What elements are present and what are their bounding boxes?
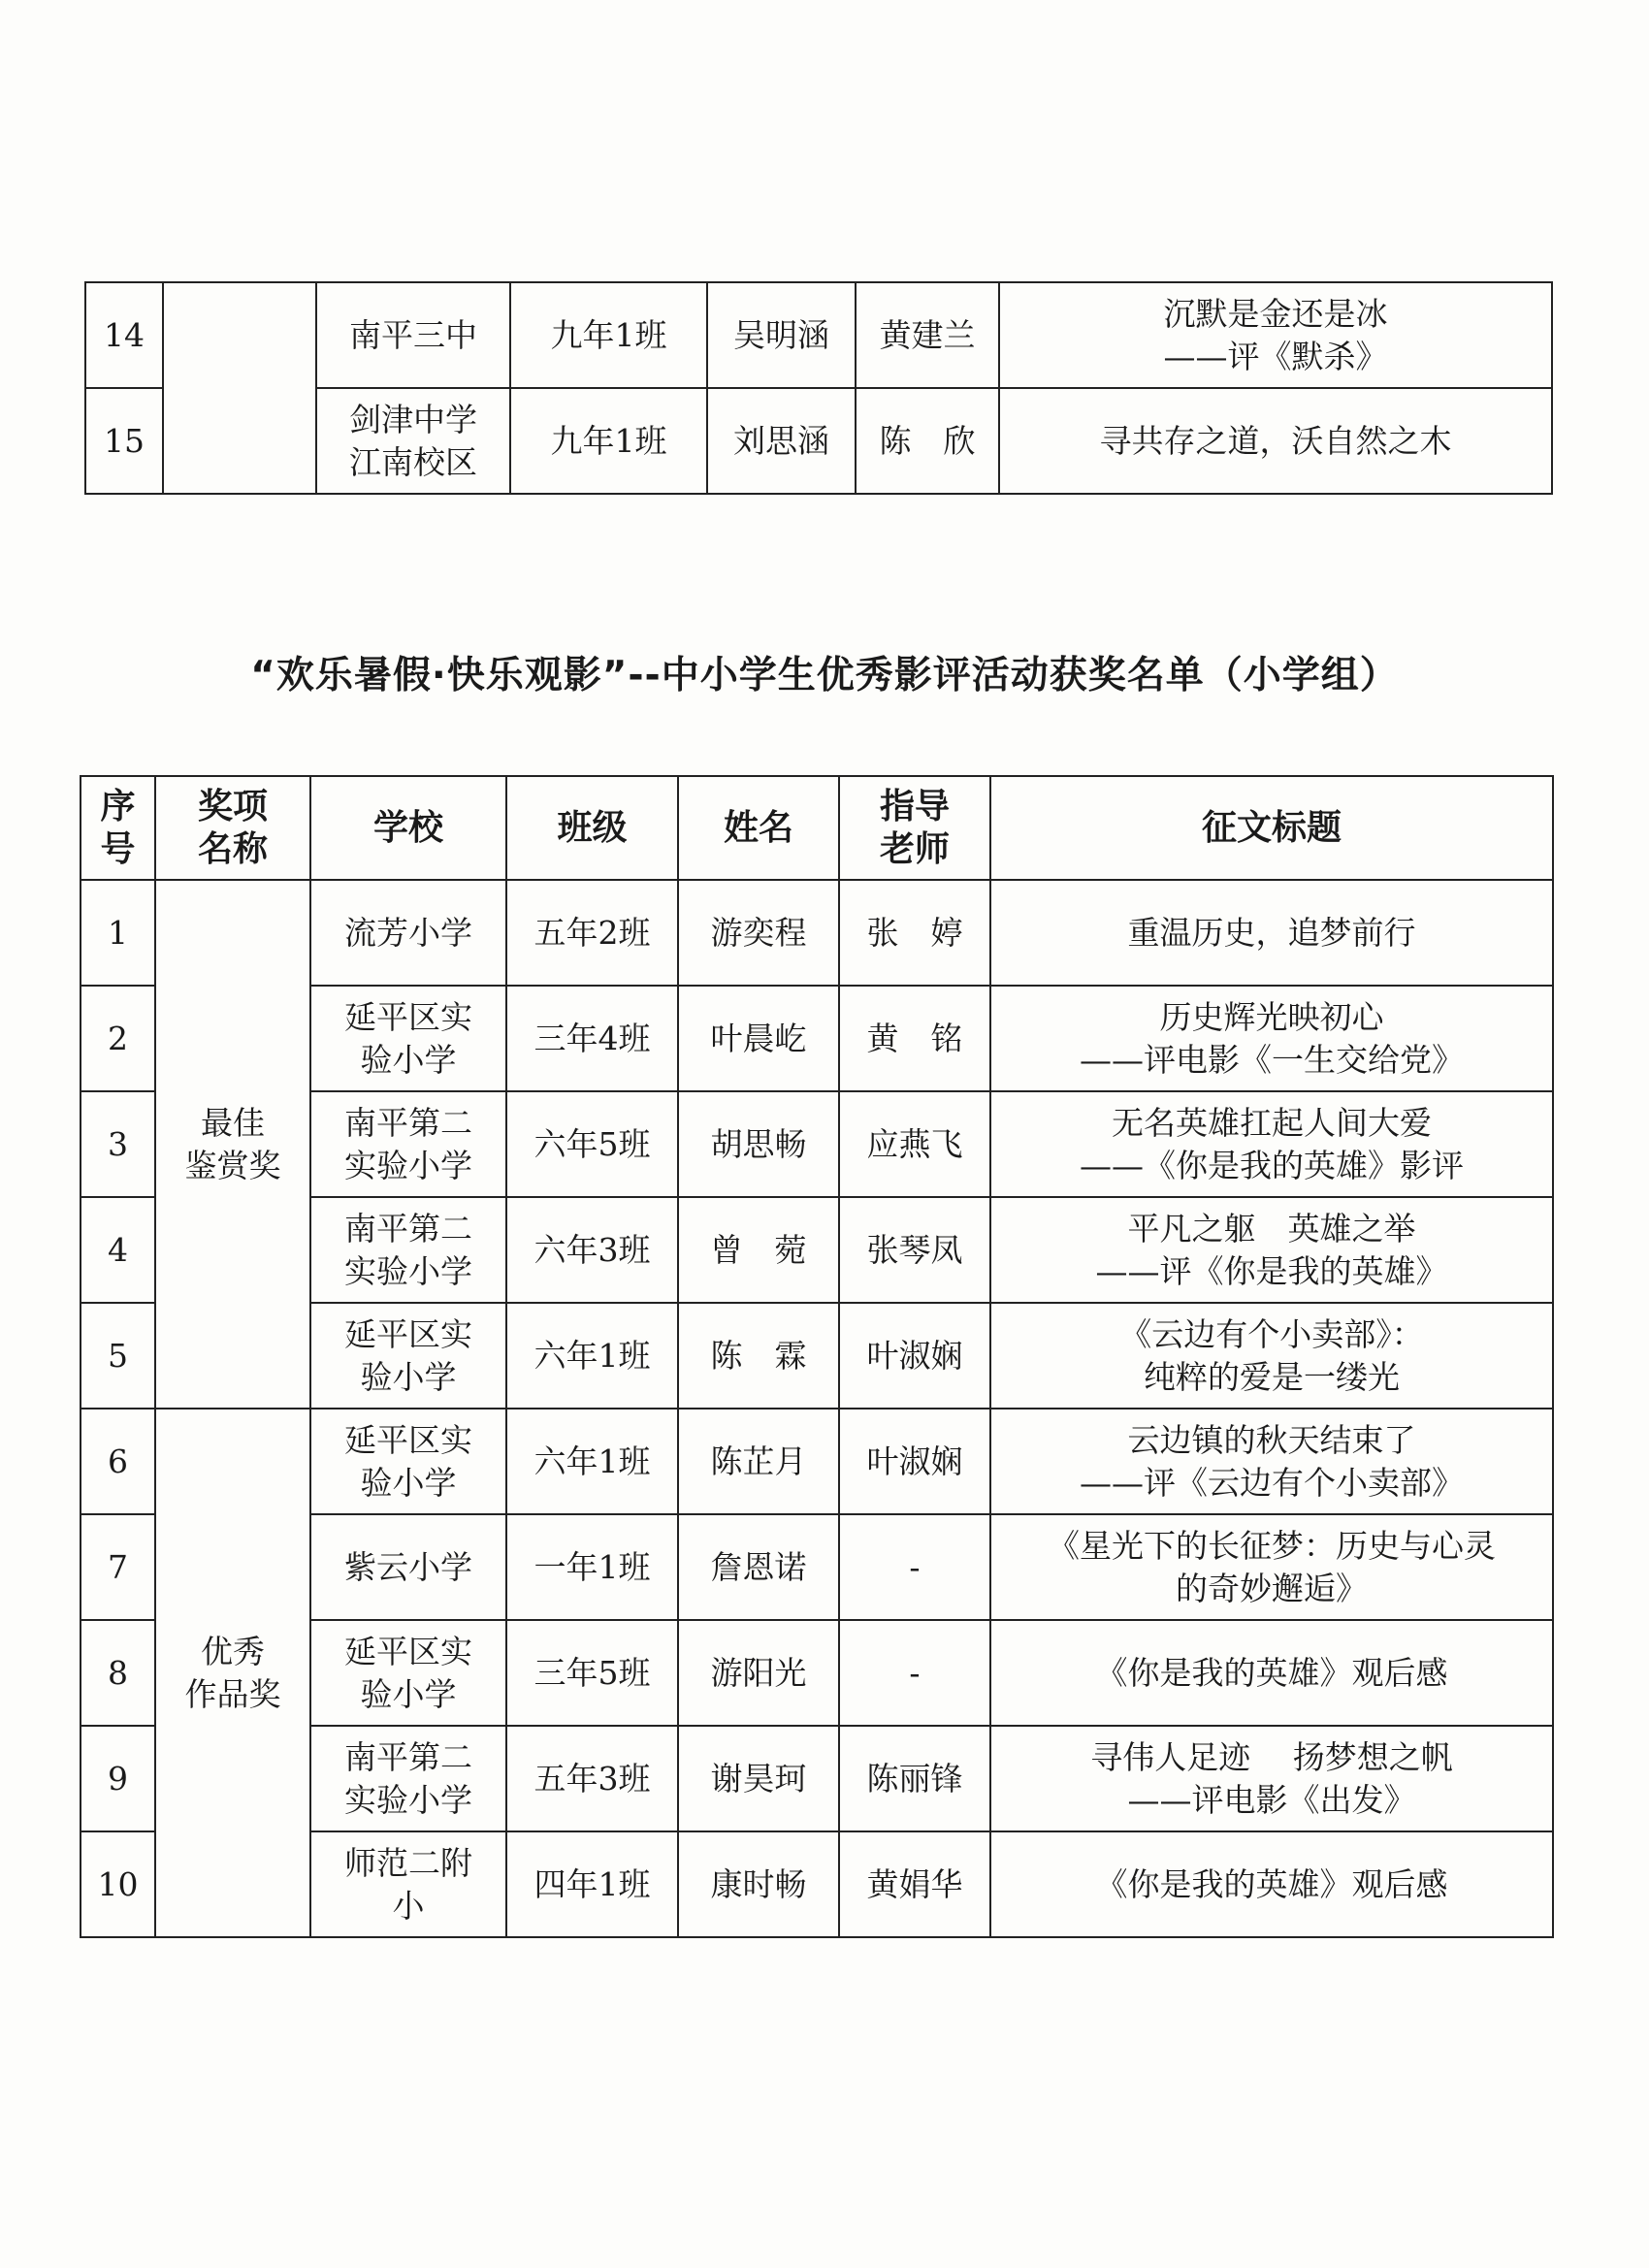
essay-title-cell: 重温历史，追梦前行: [990, 880, 1553, 986]
essay-title-cell: 《星光下的长征梦：历史与心灵 的奇妙邂逅》: [990, 1514, 1553, 1620]
school-cell: 剑津中学 江南校区: [316, 388, 510, 494]
student-name-cell: 叶晨屹: [678, 986, 839, 1091]
student-name-cell: 詹恩诺: [678, 1514, 839, 1620]
school-cell: 南平三中: [316, 282, 510, 388]
header-school: 学校: [310, 776, 506, 880]
row-number: 14: [85, 282, 163, 388]
table-row: [81, 1409, 1553, 1514]
essay-title-cell: 沉默是金还是冰 ——评《默杀》: [999, 282, 1552, 388]
continued-table: [84, 281, 1553, 495]
row-number: 10: [81, 1831, 155, 1937]
class-cell: 六年3班: [506, 1197, 678, 1303]
essay-title-cell: 寻伟人足迹 扬梦想之帆 ——评电影《出发》: [990, 1726, 1553, 1831]
class-cell: 一年1班: [506, 1514, 678, 1620]
award-category-cell: 最佳 鉴赏奖: [155, 880, 310, 1409]
student-name-cell: 吴明涵: [707, 282, 856, 388]
award-table: [80, 775, 1554, 1938]
essay-title-cell: 《你是我的英雄》观后感: [990, 1620, 1553, 1726]
school-cell: 延平区实 验小学: [310, 1620, 506, 1726]
teacher-cell: 张琴凤: [839, 1197, 990, 1303]
row-number: 1: [81, 880, 155, 986]
student-name-cell: 谢昊珂: [678, 1726, 839, 1831]
header-award: 奖项 名称: [155, 776, 310, 880]
student-name-cell: 陈 霖: [678, 1303, 839, 1409]
school-cell: 南平第二 实验小学: [310, 1197, 506, 1303]
header-number: 序 号: [81, 776, 155, 880]
row-number: 7: [81, 1514, 155, 1620]
row-number: 4: [81, 1197, 155, 1303]
student-name-cell: 康时畅: [678, 1831, 839, 1937]
school-cell: 延平区实 验小学: [310, 1303, 506, 1409]
class-cell: 六年1班: [506, 1303, 678, 1409]
teacher-cell: 叶淑娴: [839, 1303, 990, 1409]
row-number: 3: [81, 1091, 155, 1197]
class-cell: 九年1班: [510, 388, 707, 494]
teacher-cell: 叶淑娴: [839, 1409, 990, 1514]
student-name-cell: 曾 菀: [678, 1197, 839, 1303]
essay-title-cell: 无名英雄扛起人间大爱 ——《你是我的英雄》影评: [990, 1091, 1553, 1197]
student-name-cell: 游阳光: [678, 1620, 839, 1726]
header-essay-title: 征文标题: [990, 776, 1553, 880]
table-header-row: [81, 776, 1553, 880]
class-cell: 四年1班: [506, 1831, 678, 1937]
teacher-cell: -: [839, 1514, 990, 1620]
class-cell: 六年1班: [506, 1409, 678, 1514]
row-number: 6: [81, 1409, 155, 1514]
header-teacher: 指导 老师: [839, 776, 990, 880]
class-cell: 九年1班: [510, 282, 707, 388]
section-title: “欢乐暑假·快乐观影”--中小学生优秀影评活动获奖名单（小学组）: [250, 654, 1399, 697]
row-number: 8: [81, 1620, 155, 1726]
school-cell: 南平第二 实验小学: [310, 1091, 506, 1197]
school-cell: 南平第二 实验小学: [310, 1726, 506, 1831]
header-name: 姓名: [678, 776, 839, 880]
school-cell: 延平区实 验小学: [310, 986, 506, 1091]
school-cell: 紫云小学: [310, 1514, 506, 1620]
essay-title-cell: 云边镇的秋天结束了 ——评《云边有个小卖部》: [990, 1409, 1553, 1514]
student-name-cell: 胡思畅: [678, 1091, 839, 1197]
school-cell: 师范二附 小: [310, 1831, 506, 1937]
class-cell: 六年5班: [506, 1091, 678, 1197]
row-number: 5: [81, 1303, 155, 1409]
class-cell: 五年3班: [506, 1726, 678, 1831]
teacher-cell: 应燕飞: [839, 1091, 990, 1197]
class-cell: 五年2班: [506, 880, 678, 986]
award-cell: [163, 282, 316, 494]
teacher-cell: 黄建兰: [856, 282, 999, 388]
table-row: [81, 880, 1553, 986]
award-category-cell: 优秀 作品奖: [155, 1409, 310, 1937]
teacher-cell: 黄 铭: [839, 986, 990, 1091]
teacher-cell: 陈 欣: [856, 388, 999, 494]
teacher-cell: 陈丽锋: [839, 1726, 990, 1831]
class-cell: 三年5班: [506, 1620, 678, 1726]
row-number: 9: [81, 1726, 155, 1831]
school-cell: 延平区实 验小学: [310, 1409, 506, 1514]
essay-title-cell: 历史辉光映初心 ——评电影《一生交给党》: [990, 986, 1553, 1091]
student-name-cell: 游奕程: [678, 880, 839, 986]
essay-title-cell: 寻共存之道，沃自然之木: [999, 388, 1552, 494]
row-number: 15: [85, 388, 163, 494]
essay-title-cell: 平凡之躯 英雄之举 ——评《你是我的英雄》: [990, 1197, 1553, 1303]
student-name-cell: 陈芷月: [678, 1409, 839, 1514]
row-number: 2: [81, 986, 155, 1091]
teacher-cell: 张 婷: [839, 880, 990, 986]
teacher-cell: 黄娟华: [839, 1831, 990, 1937]
header-class: 班级: [506, 776, 678, 880]
school-cell: 流芳小学: [310, 880, 506, 986]
essay-title-cell: 《你是我的英雄》观后感: [990, 1831, 1553, 1937]
student-name-cell: 刘思涵: [707, 388, 856, 494]
essay-title-cell: 《云边有个小卖部》： 纯粹的爱是一缕光: [990, 1303, 1553, 1409]
table-row: [85, 282, 1552, 388]
teacher-cell: -: [839, 1620, 990, 1726]
class-cell: 三年4班: [506, 986, 678, 1091]
